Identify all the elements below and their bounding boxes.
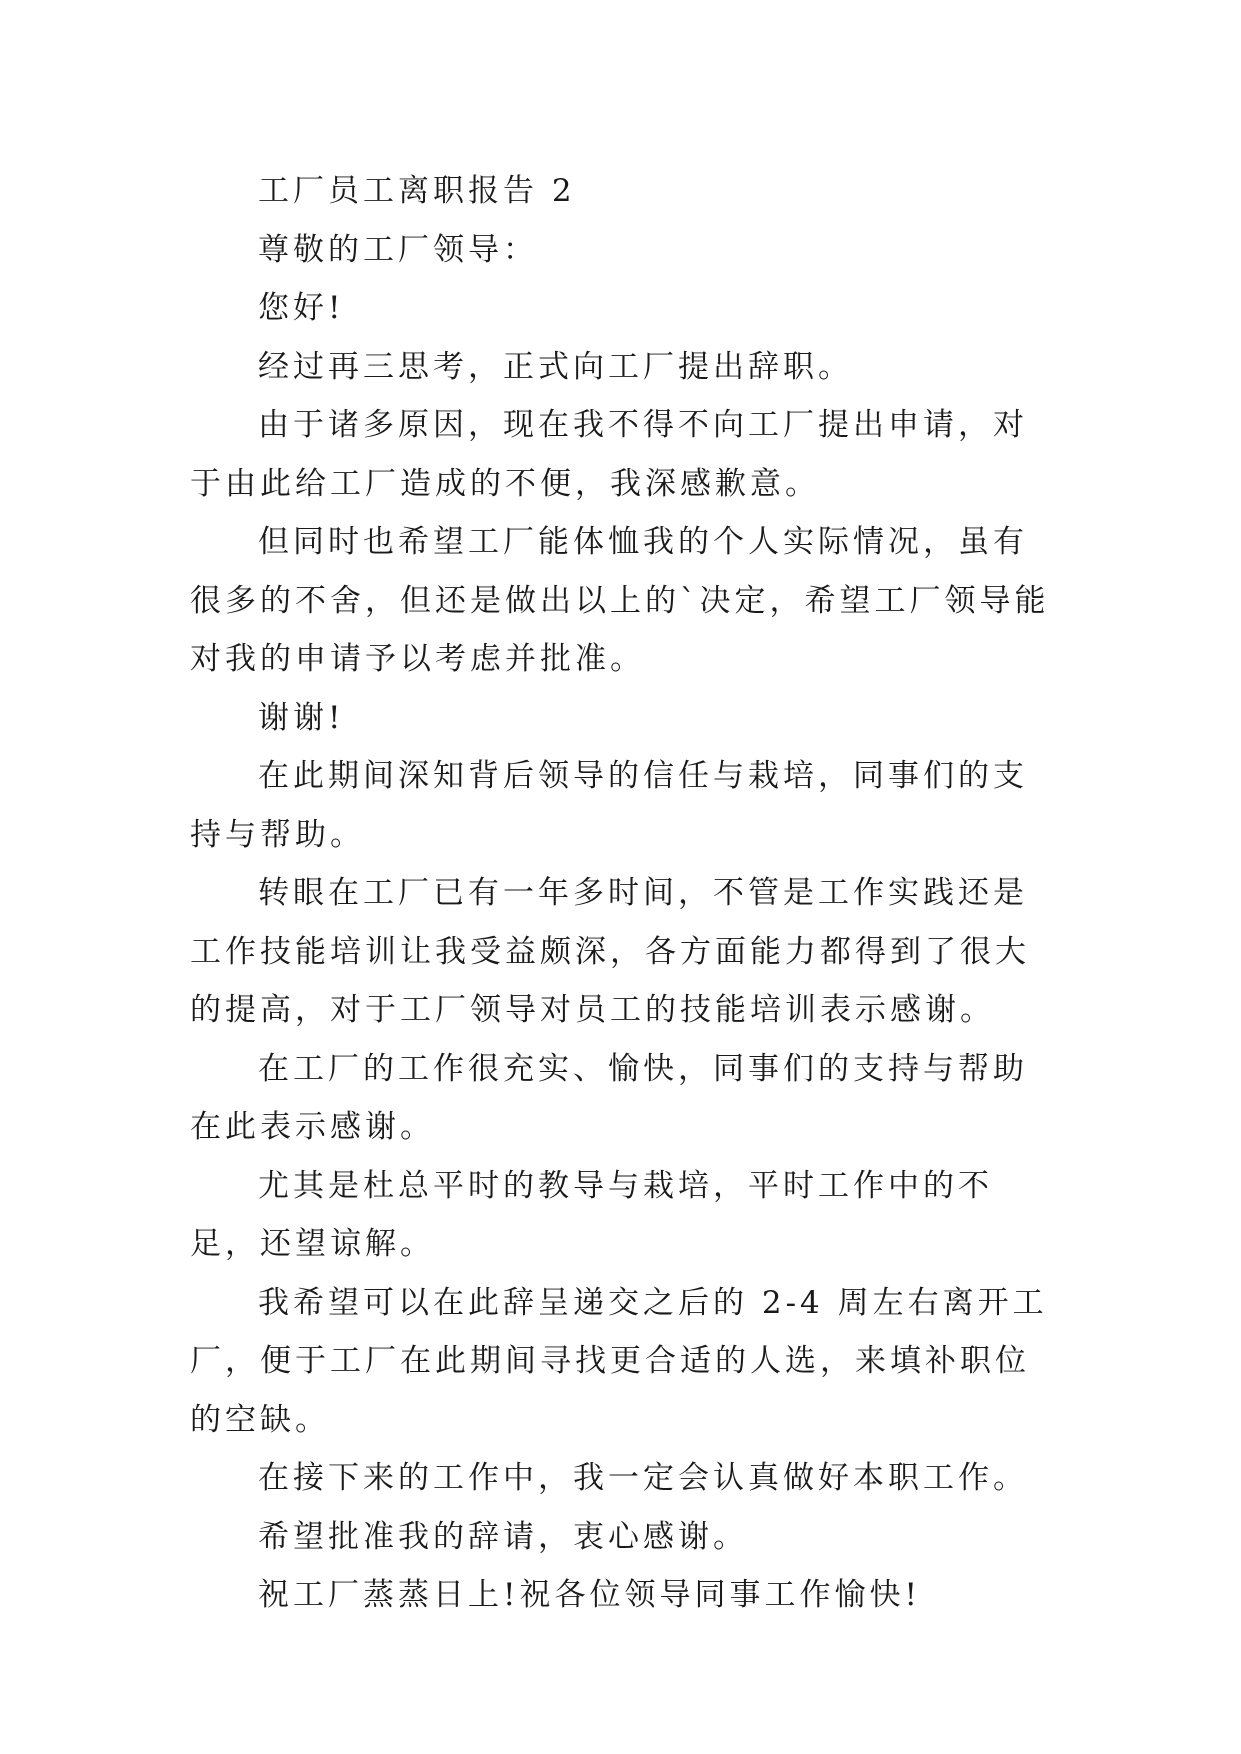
paragraph: 在此期间深知背后领导的信任与栽培，同事们的支持与帮助。 (190, 758, 1028, 853)
paragraph: 在工厂的工作很充实、愉快，同事们的支持与帮助在此表示感谢。 (190, 1050, 1028, 1145)
paragraph: 但同时也希望工厂能体恤我的个人实际情况，虽有很多的不舍，但还是做出以上的`决定，希望工厂领导能对我的申请予以考虑并批准。 (190, 524, 1050, 677)
paragraph: 我希望可以在此辞呈递交之后的 2-4 周左右离开工厂，便于工厂在此期间寻找更合适的人选，来填补职位的空缺。 (190, 1284, 1048, 1438)
paragraph: 谢谢! (258, 699, 345, 736)
salutation: 尊敬的工厂领导： (258, 231, 538, 268)
paragraph: 尤其是杜总平时的教导与栽培，平时工作中的不足，还望谅解。 (190, 1167, 993, 1262)
paragraph: 由于诸多原因，现在我不得不向工厂提出申请，对于由此给工厂造成的不便，我深感歉意。 (190, 407, 1028, 502)
paragraph: 在接下来的工作中，我一定会认真做好本职工作。 (258, 1460, 1028, 1496)
document-title: 工厂员工离职报告 2 (258, 173, 576, 209)
paragraph: 希望批准我的辞请，衷心感谢。 (258, 1518, 748, 1555)
document-body (190, 162, 1060, 1625)
paragraph: 转眼在工厂已有一年多时间，不管是工作实践还是工作技能培训让我受益颇深，各方面能力都得到了很大的提高，对于工厂领导对员工的技能培训表示感谢。 (190, 875, 1030, 1028)
closing-wish: 祝工厂蒸蒸日上!祝各位领导同事工作愉快! (258, 1577, 921, 1613)
paragraph: 经过再三思考，正式向工厂提出辞职。 (258, 348, 853, 385)
greeting: 您好! (258, 290, 345, 326)
